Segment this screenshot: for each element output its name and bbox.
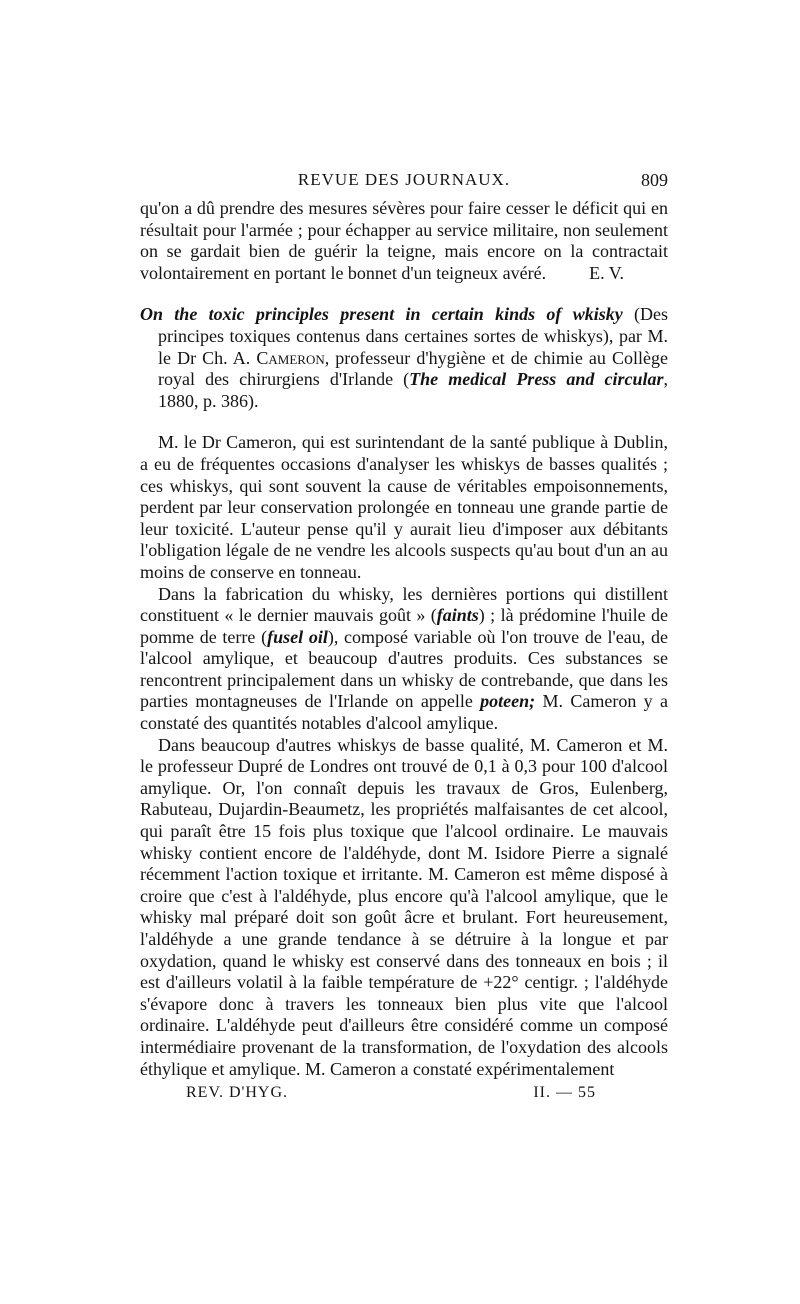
page <box>140 168 668 1106</box>
article-title: On the toxic principles present in certain kinds of wkisky <box>140 304 623 325</box>
article-subtitle-b: , professeur d'hygiène et de chimie au Collège royal des chirurgiens d'Irlande ( <box>158 347 668 390</box>
running-head <box>140 168 668 192</box>
running-title: REVUE DES JOURNAUX. <box>297 170 511 189</box>
paragraph-1: M. le Dr Cameron, qui est surintendant de la santé publique à Dublin, a eu de fréquentes occasions d'analyser les whiskys de basses qualités ; ces whiskys, qui sont souvent la cause de véritables empoisonnements, perdent par leur conservation prolongée en tonneau une grande partie de leur toxicité. L'auteur pense qu'il y aurait lieu d'imposer aux débitants l'obligation légale de ne vendre les alcools suspects qu'au bout d'un an au moins de conserve en tonneau. <box>140 432 668 582</box>
article-subtitle-a: (Des principes toxiques contenus dans certaines sortes de whiskys), par M. le Dr Ch. A. <box>158 304 668 368</box>
p2-part-b: ) ; là prédomine l'huile de pomme de terre ( <box>140 605 668 647</box>
term-poteen: poteen; <box>480 691 536 712</box>
journal-name: The medical Press and circular <box>409 369 664 390</box>
citation-end: , 1880, p. 386). <box>158 369 668 411</box>
p2-part-a: Dans la fabrication du whisky, les dernières portions qui distillent constituent « le dernier mauvais goût » ( <box>140 583 668 626</box>
term-faints: faints <box>436 605 479 626</box>
continuation-paragraph: qu'on a dû prendre des mesures sévères pour faire cesser le déficit qui en résultait pour l'armée ; pour échapper au service militaire, non seulement on se gardait bien de guérir la teigne, mais encore on la contractait volontairement en portant le bonnet d'un teigneux avéré. <box>140 198 668 283</box>
page-number: 809 <box>641 170 668 190</box>
p2-part-c: ), composé variable où l'on trouve de l'eau, de l'alcool amylique, et beaucoup d'autres produits. Ces substances se rencontrent principalement dans un whisky de contrebande, que dans les parties montagneuses de l'Irlande on appelle <box>140 626 668 712</box>
footer-signature-mark: II. — 55 <box>533 1084 596 1102</box>
article-body <box>140 432 668 1080</box>
term-fusel-oil: fusel oil <box>267 626 328 647</box>
signature: E. V. <box>589 262 624 283</box>
paragraph-3: Dans beaucoup d'autres whiskys de basse qualité, M. Cameron et M. le professeur Dupré de Londres ont trouvé de 0,1 à 0,3 pour 100 d'alcool amylique. Or, l'on connaît depuis les travaux de Gros, Eulenberg, Rabuteau, Dujardin-Beaumetz, les propriétés malfaisantes de cet alcool, qui paraît être 15 fois plus toxique que l'alcool ordinaire. Le mauvais whisky contient encore de l'aldéhyde, dont M. Isidore Pierre a signalé récemment l'action toxique et irritante. M. Cameron est même disposé à croire que c'est à l'aldéhyde, plus encore qu'à l'alcool amylique, que le whisky mal préparé doit son goût âcre et brulant. Fort heureusement, l'aldéhyde a une grande tendance à se détruire à la longue et par oxydation, quand le whisky est conservé dans des tonneaux en bois ; il est d'ailleurs volatil à la faible température de +22° centigr. ; l'aldéhyde s'évapore donc à travers les tonneaux bien plus vite que l'alcool ordinaire. L'aldéhyde peut d'ailleurs être considéré comme un composé intermédiaire provenant de la transformation, de l'oxydation des alcools éthylique et amylique. M. Cameron a constaté expérimentalement <box>140 734 668 1079</box>
author-name: Cameron <box>256 347 325 368</box>
paragraph-2 <box>140 584 668 735</box>
footer-journal: REV. D'HYG. <box>186 1084 289 1102</box>
footer <box>140 1084 668 1106</box>
article-heading <box>140 304 668 412</box>
p2-part-d: M. Cameron y a constaté des quantités notables d'alcool amylique. <box>140 691 668 734</box>
